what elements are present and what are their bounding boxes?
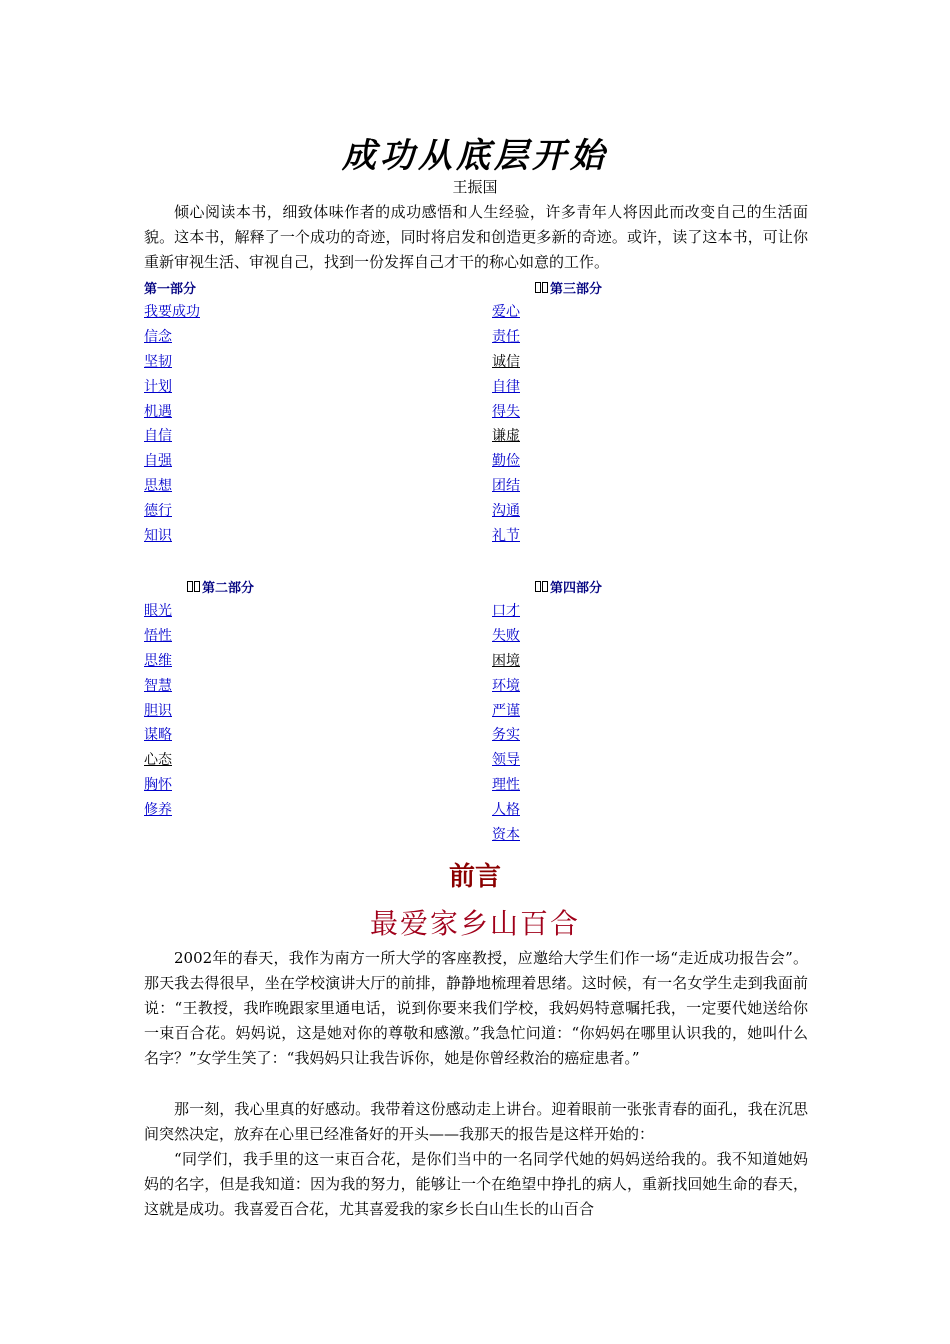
list-item [144,378,200,403]
chapter-link[interactable]: 勤俭 [492,453,520,470]
list-item [144,652,172,677]
chapter-link[interactable]: 得失 [492,403,520,420]
list-item [144,527,200,552]
list-item [144,602,172,627]
chapter-link[interactable]: 人格 [492,802,520,819]
chapter-link[interactable]: 严谨 [492,702,520,719]
author-name: 王振国 [452,178,498,196]
chapter-link[interactable]: 礼节 [492,528,520,545]
list-item [144,502,200,527]
chapter-link[interactable]: 计划 [144,378,172,395]
chapter-link[interactable]: 资本 [492,827,520,844]
list-item [144,702,172,727]
chapter-link[interactable]: 自律 [492,378,520,395]
chapter-link[interactable]: 机遇 [144,403,172,420]
document-title: 成功从底层开始 [342,136,608,176]
chapter-link[interactable]: 爱心 [492,304,520,320]
chapter-link[interactable]: 眼光 [144,603,172,619]
list-item [144,353,200,378]
list-item [492,427,520,452]
part2-list [144,602,172,826]
chapter-link[interactable]: 悟性 [144,627,172,644]
chapter-link[interactable]: 谦虚 [492,428,520,445]
list-item [492,328,520,353]
list-item [492,303,520,328]
chapter-link[interactable]: 德行 [144,503,172,520]
list-item [492,801,520,826]
chapter-link[interactable]: 困境 [492,652,520,669]
chapter-link[interactable]: 心态 [144,752,172,769]
list-item [492,627,520,652]
chapter-link[interactable]: 领导 [492,752,520,769]
chapter-link[interactable]: 谋略 [144,727,172,744]
part4-title: 第四部分 [550,581,603,596]
list-item [492,677,520,702]
preface-paragraph-2: 那一刻，我心里真的好感动。我带着这份感动走上讲台。迎着眼前一张张青春的面孔，我在沉思间突然决定，放弃在心里已经准备好的开头——我那天的报告是这样开始的： [144,1100,808,1143]
chapter-link[interactable]: 团结 [492,478,520,495]
list-item [492,353,520,378]
part1-heading [144,278,196,297]
list-item [144,801,172,826]
list-item [492,826,520,851]
part1-list [144,303,200,552]
list-item [144,477,200,502]
part4-heading [535,577,602,596]
chapter-link[interactable]: 理性 [492,777,520,794]
list-item [492,751,520,776]
preface-subheading: 最爱家乡山百合 [369,907,580,940]
part3-title: 第三部分 [550,282,603,297]
list-item [144,677,172,702]
list-item [144,303,200,328]
list-item [144,427,200,452]
list-item [492,452,520,477]
intro-paragraph: 倾心阅读本书，细致体味作者的成功感悟和人生经验，许多青年人将因此而改变自己的生活面貌。这本书，解释了一个成功的奇迹，同时将启发和创造更多新的奇迹。或许，读了这本书，可让你重新审视生活、审视自己，找到一份发挥自己才干的称心如意的工作。 [144,203,808,271]
chapter-link[interactable]: 坚韧 [144,353,172,370]
chapter-link[interactable]: 我要成功 [144,304,200,320]
preface-paragraph-1: 2002年的春天，我作为南方一所大学的客座教授，应邀给大学生们作一场“走近成功报告会”。那天我去得很早，坐在学校演讲大厅的前排，静静地梳理着思绪。这时候，有一名女学生走到我面前说：“王教授，我昨晚跟家里通电话，说到你要来我们学校，我妈妈特意嘱托我，一定要代她送给你一束百合花。妈妈说，这是她对你的尊敬和感激。”我急忙问道：“你妈妈在哪里认识我的，她叫什么名字？”女学生笑了：“我妈妈只让我告诉你，她是你曾经救治的癌症患者。” [144,949,808,1067]
chapter-link[interactable]: 胆识 [144,702,172,719]
chapter-link[interactable]: 胸怀 [144,777,172,794]
part2-heading [187,577,254,596]
chapter-link[interactable]: 自强 [144,453,172,470]
book-icon [187,580,201,593]
list-item [492,776,520,801]
list-item [144,328,200,353]
chapter-link[interactable]: 诚信 [492,353,520,370]
list-item [144,627,172,652]
chapter-link[interactable]: 口才 [492,603,520,619]
part3-list [492,303,520,552]
chapter-link[interactable]: 自信 [144,428,172,445]
part3-heading [535,278,602,297]
list-item [492,403,520,428]
list-item [492,477,520,502]
list-item [492,502,520,527]
part1-title: 第一部分 [144,282,197,297]
preface-paragraph-3: “同学们，我手里的这一束百合花，是你们当中的一名同学代她的妈妈送给我的。我不知道她妈妈的名字，但是我知道：因为我的努力，能够让一个在绝望中挣扎的病人，重新找回她生命的春天，这就是成功。我喜爱百合花，尤其喜爱我的家乡长白山生长的山百合 [144,1150,808,1218]
list-item [144,726,172,751]
list-item [144,452,200,477]
list-item [492,652,520,677]
chapter-link[interactable]: 沟通 [492,503,520,520]
chapter-link[interactable]: 思想 [144,478,172,495]
chapter-link[interactable]: 修养 [144,802,172,819]
part4-list [492,602,520,851]
list-item [144,751,172,776]
chapter-link[interactable]: 智慧 [144,677,172,694]
list-item [492,602,520,627]
chapter-link[interactable]: 思维 [144,652,172,669]
chapter-link[interactable]: 环境 [492,677,520,694]
chapter-link[interactable]: 失败 [492,627,520,644]
chapter-link[interactable]: 知识 [144,528,172,545]
list-item [492,726,520,751]
list-item [144,776,172,801]
list-item [492,378,520,403]
chapter-link[interactable]: 信念 [144,328,172,345]
list-item [492,702,520,727]
book-icon [535,281,549,294]
part2-title: 第二部分 [202,581,255,596]
chapter-link[interactable]: 务实 [492,727,520,744]
list-item [492,527,520,552]
preface-heading: 前言 [448,862,501,892]
book-icon [535,580,549,593]
list-item [144,403,200,428]
chapter-link[interactable]: 责任 [492,328,520,345]
